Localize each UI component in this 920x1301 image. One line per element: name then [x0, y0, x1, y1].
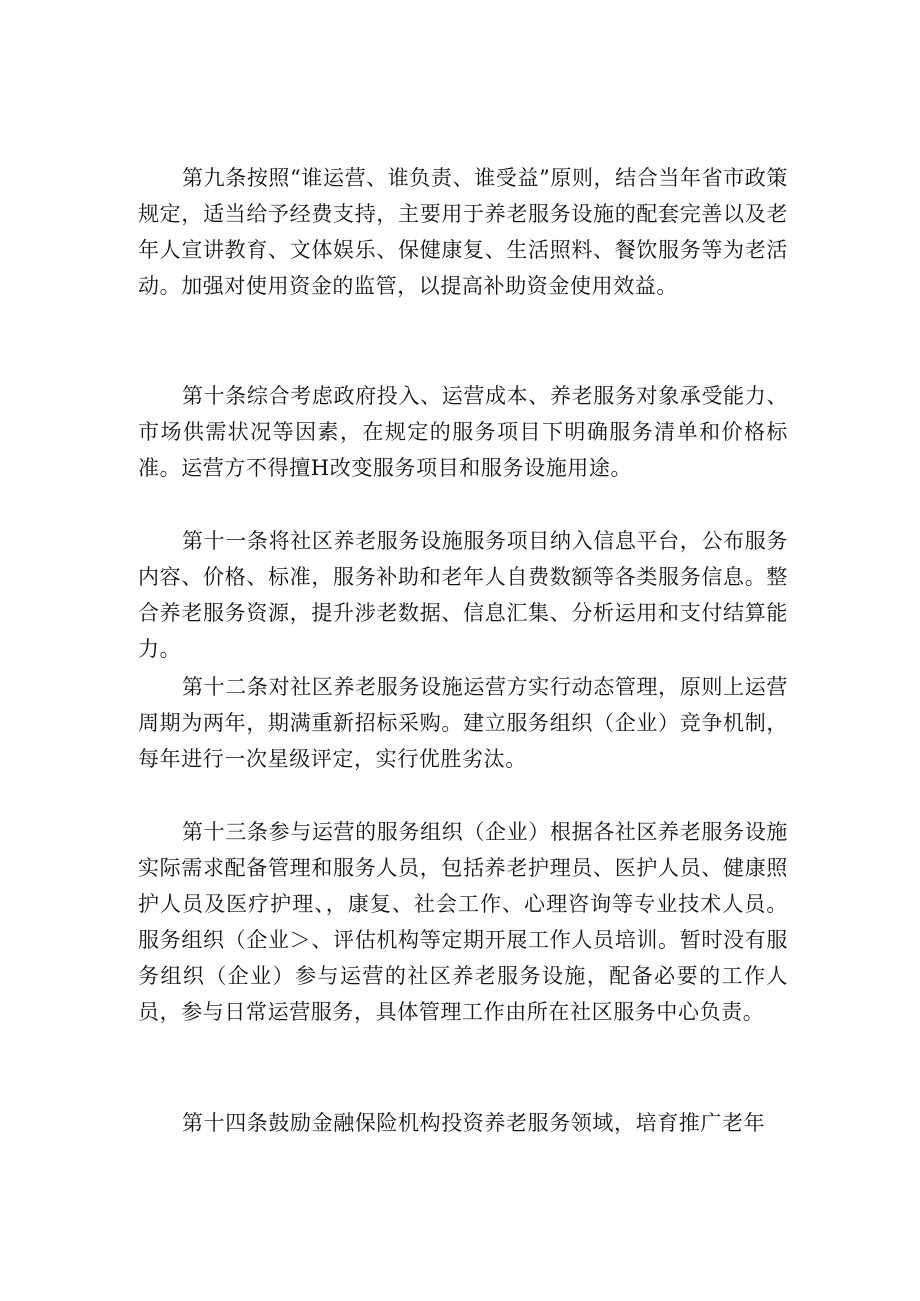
paragraph-article-12: 第十二条对社区养老服务设施运营方实行动态管理，原则上运营周期为两年，期满重新招标采购。建立服务组织（企业）竞争机制，每年进行一次星级评定，实行优胜劣汰。 [138, 675, 788, 771]
paragraph-article-14: 第十四条鼓励金融保险机构投资养老服务领域，培育推广老年 [182, 1111, 766, 1135]
paragraph-article-9: 第九条按照“谁运营、谁负责、谁受益”原则，结合当年省市政策规定，适当给予经费支持，主要用于养老服务设施的配套完善以及老年人宣讲教育、文体娱乐、保健康复、生活照料、餐饮服务等为老活动。加强对使用资金的监管，以提高补助资金使用效益。 [138, 166, 788, 298]
paragraph-article-13: 第十三条参与运营的服务组织（企业）根据各社区养老服务设施实际需求配备管理和服务人员，包括养老护理员、医护人员、健康照护人员及医疗护理、，康复、社会工作、心理咨询等专业技术人员。服务组织（企业＞、评估机构等定期开展工作人员培训。暂时没有服务组织（企业）参与运营的社区养老服务设施，配备必要的工作人员，参与日常运营服务，具体管理工作由所在社区服务中心负责。 [138, 820, 788, 1024]
paragraph-article-10: 第十条综合考虑政府投入、运营成本、养老服务对象承受能力、市场供需状况等因素，在规定的服务项目下明确服务清单和价格标准。运营方不得擅H改变服务项目和服务设施用途。 [138, 384, 788, 480]
paragraph-article-11: 第十一条将社区养老服务设施服务项目纳入信息平台，公布服务内容、价格、标准，服务补助和老年人自费数额等各类服务信息。整合养老服务资源，提升涉老数据、信息汇集、分析运用和支付结算能力。 [138, 529, 788, 661]
